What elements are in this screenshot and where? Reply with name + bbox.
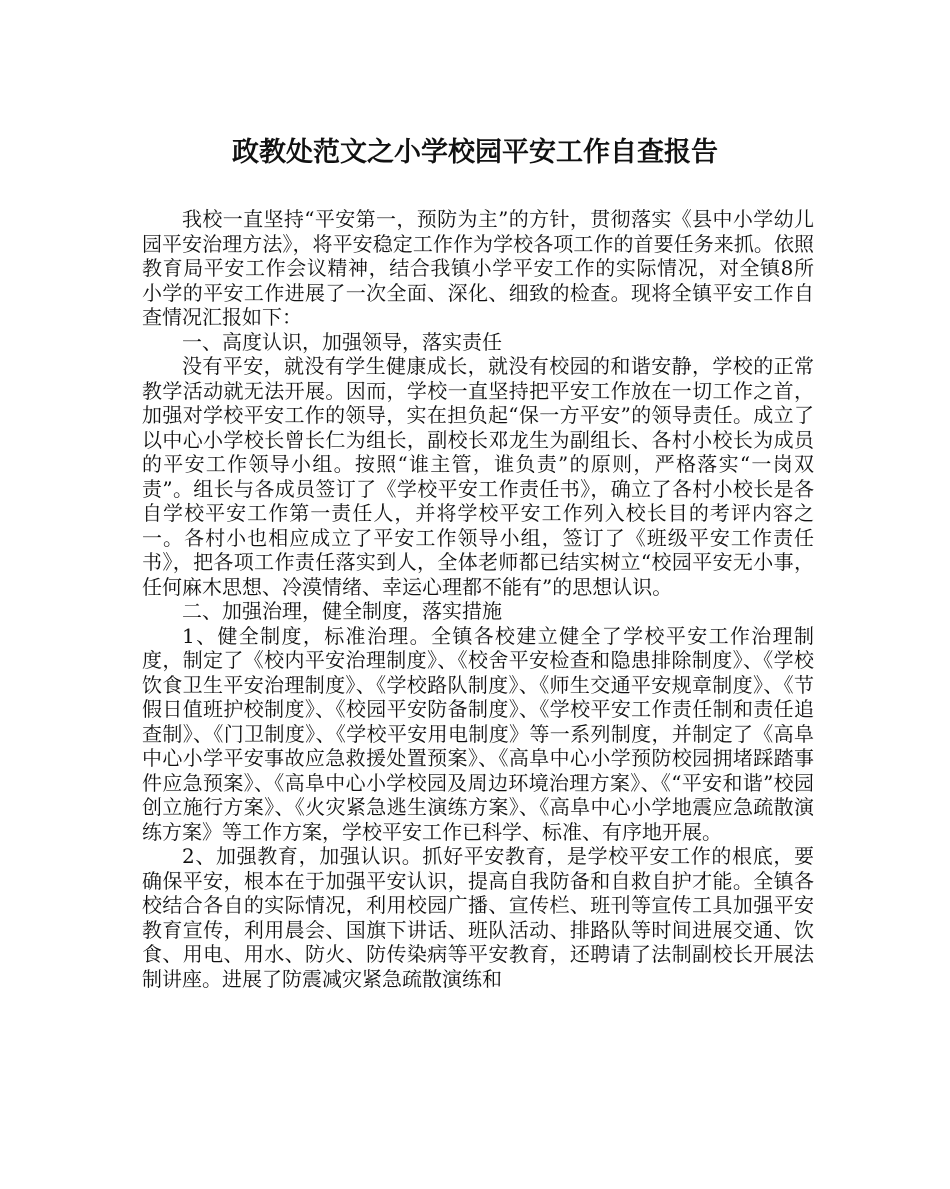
section-2-item-1-paragraph: 1、健全制度，标准治理。全镇各校建立健全了学校平安工作治理制度，制定了《校内平安治理制度》、《校舍平安检查和隐患排除制度》、《学校饮食卫生平安治理制度》、《学校路队制度》、《师生交通平安规章制度》、《节假日值班护校制度》、《校园平安防备制度》、《学校平安工作责任制和责任追查制》、《门卫制度》、《学校平安用电制度》等一系列制度，并制定了《高阜中心小学平安事故应急救援处置预案》、《高阜中心小学预防校园拥堵踩踏事件应急预案》、《高阜中心小学校园及周边环境治理方案》、《“平安和谐”校园创立施行方案》、《火灾紧急逃生演练方案》、《高阜中心小学地震应急疏散演练方案》等工作方案，学校平安工作已科学、标准、有序地开展。: [142, 623, 814, 844]
document-body: [142, 207, 814, 991]
section-1-paragraph: 没有平安，就没有学生健康成长，就没有校园的和谐安静，学校的正常教学活动就无法开展。因而，学校一直坚持把平安工作放在一切工作之首，加强对学校平安工作的领导，实在担负起“保一方平安”的领导责任。成立了以中心小学校长曾长仁为组长，副校长邓龙生为副组长、各村小校长为成员的平安工作领导小组。按照“谁主管，谁负责”的原则，严格落实“一岗双责”。组长与各成员签订了《学校平安工作责任书》，确立了各村小校长是各自学校平安工作第一责任人，并将学校平安工作列入校长目的考评内容之一。各村小也相应成立了平安工作领导小组，签订了《班级平安工作责任书》，把各项工作责任落实到人，全体老师都已结实树立“校园平安无小事，任何麻木思想、冷漠情绪、幸运心理都不能有”的思想认识。: [142, 354, 814, 599]
intro-paragraph: 我校一直坚持“平安第一，预防为主”的方针，贯彻落实《县中小学幼儿园平安治理方法》，将平安稳定工作作为学校各项工作的首要任务来抓。依照教育局平安工作会议精神，结合我镇小学平安工作的实际情况，对全镇8所小学的平安工作进展了一次全面、深化、细致的检查。现将全镇平安工作自查情况汇报如下：: [142, 207, 814, 329]
document-title: 政教处范文之小学校园平安工作自查报告: [232, 137, 718, 168]
section-2-item-2-paragraph: 2、加强教育，加强认识。抓好平安教育，是学校平安工作的根底，要确保平安，根本在于加强平安认识，提高自我防备和自救自护才能。全镇各校结合各自的实际情况，利用校园广播、宣传栏、班刊等宣传工具加强平安教育宣传，利用晨会、国旗下讲话、班队活动、排路队等时间进展交通、饮食、用电、用水、防火、防传染病等平安教育，还聘请了法制副校长开展法制讲座。进展了防震减灾紧急疏散演练和: [142, 844, 814, 991]
section-heading-1: 一、高度认识，加强领导，落实责任: [182, 329, 502, 354]
section-heading-2: 二、加强治理，健全制度，落实措施: [182, 599, 502, 623]
